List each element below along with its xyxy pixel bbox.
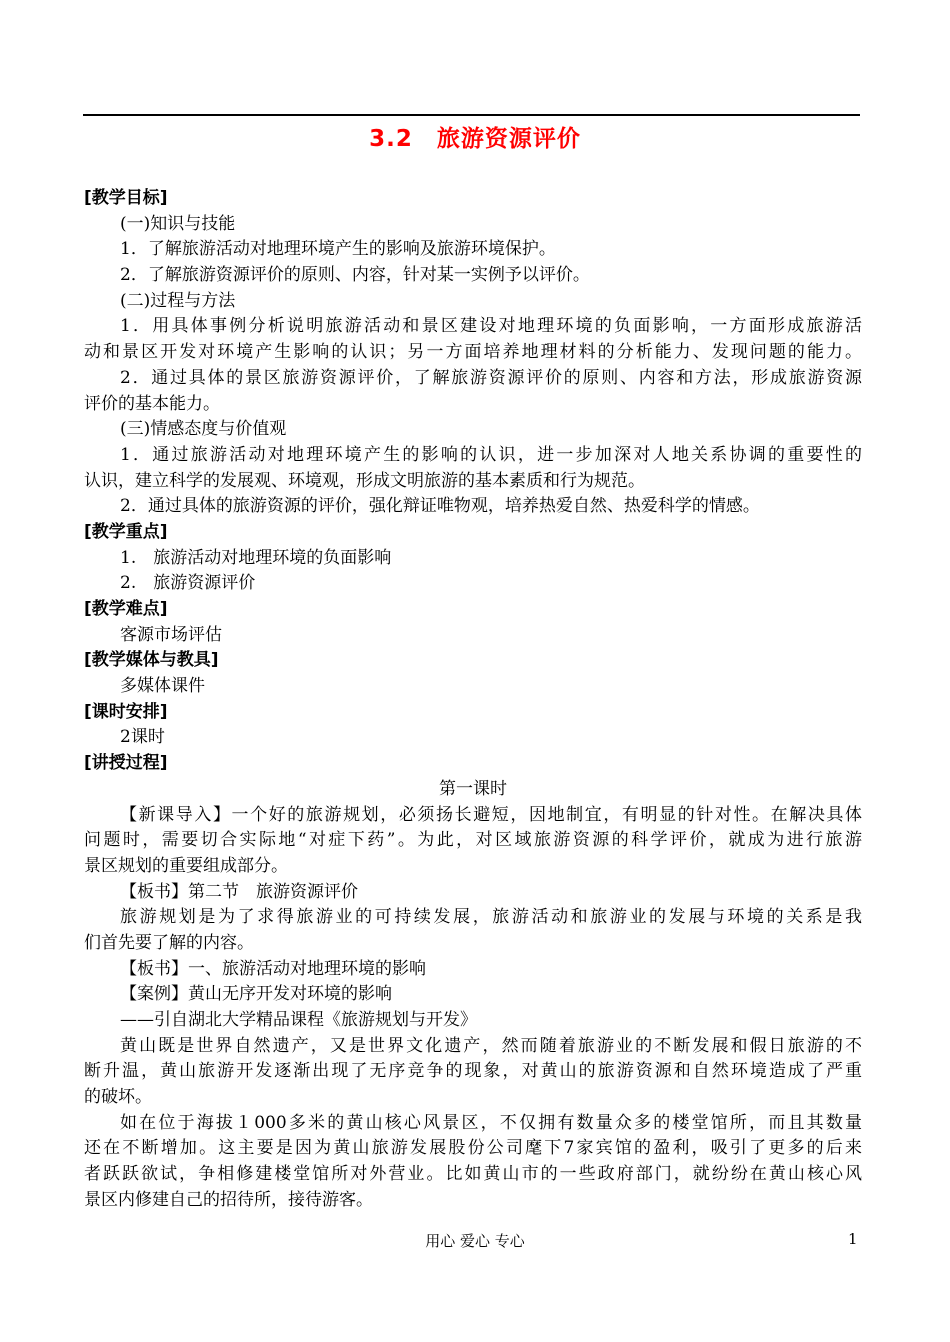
text-line: (二)过程与方法 (120, 290, 236, 311)
footer-text: 用心 爱心 专心 (425, 1232, 525, 1250)
text-line: 2．了解旅游资源评价的原则、内容，针对某一实例予以评价。 (120, 265, 590, 286)
text-line: 断升温，黄山旅游开发逐渐出现了无序竞争的现象，对黄山的旅游资源和自然环境造成了严重 (84, 1061, 862, 1082)
text-line: (三)情感态度与价值观 (120, 419, 287, 440)
section-heading: [教学媒体与教具] (84, 650, 219, 671)
text-line: 【新课导入】一个好的旅游规划，必须扬长避短，因地制宜，有明显的针对性。在解决具体 (120, 804, 862, 825)
page-number: 1 (848, 1230, 858, 1248)
text-line: 客源市场评估 (120, 624, 222, 645)
text-line: 2．通过具体的旅游资源的评价，强化辩证唯物观，培养热爱自然、热爱科学的情感。 (120, 496, 760, 517)
section-heading: [课时安排] (84, 701, 168, 722)
text-line: (一)知识与技能 (120, 213, 236, 234)
text-line: ——引自湖北大学精品课程《旅游规划与开发》 (120, 1010, 477, 1030)
text-line: 【板书】第二节 旅游资源评价 (120, 881, 358, 902)
section-heading: [教学目标] (84, 188, 168, 208)
header-rule (83, 114, 860, 116)
text-line: 1．通过旅游活动对地理环境产生的影响的认识，进一步加深对人地关系协调的重要性的 (120, 444, 862, 465)
document-body (84, 186, 862, 1214)
text-line: 者跃跃欲试，争相修建楼堂馆所对外营业。比如黄山市的一些政府部门，就纷纷在黄山核心风 (84, 1164, 862, 1185)
section-heading: [教学难点] (84, 599, 168, 619)
text-line: 认识，建立科学的发展观、环境观，形成文明旅游的基本素质和行为规范。 (84, 470, 645, 491)
text-line: 景区内修建自己的招待所，接待游客。 (84, 1189, 373, 1210)
text-line: 【案例】黄山无序开发对环境的影响 (120, 984, 392, 1005)
text-line: 黄山既是世界自然遗产，又是世界文化遗产，然而随着旅游业的不断发展和假日旅游的不 (120, 1035, 862, 1056)
text-line: 1. 旅游活动对地理环境的负面影响 (120, 547, 392, 568)
text-line: 旅游规划是为了求得旅游业的可持续发展，旅游活动和旅游业的发展与环境的关系是我 (120, 907, 862, 928)
text-line: 多媒体课件 (120, 676, 205, 697)
text-line: 2．通过具体的景区旅游资源评价，了解旅游资源评价的原则、内容和方法，形成旅游资源 (120, 367, 862, 388)
text-line: 的破坏。 (84, 1087, 152, 1108)
text-line: 们首先要了解的内容。 (84, 932, 254, 953)
text-line: 如在位于海拔１000多米的黄山核心风景区，不仅拥有数量众多的楼堂馆所，而且其数量 (120, 1112, 862, 1133)
text-line: 1．用具体事例分析说明旅游活动和景区建设对地理环境的负面影响，一方面形成旅游活 (120, 316, 862, 337)
text-line: 第一课时 (439, 778, 507, 799)
section-heading: [讲授过程] (84, 753, 168, 774)
section-heading: [教学重点] (84, 521, 168, 542)
text-line: 【板书】一、旅游活动对地理环境的影响 (120, 958, 426, 979)
page-title: 3.2 旅游资源评价 (369, 126, 581, 152)
text-line: 2课时 (120, 727, 165, 748)
text-line: 动和景区开发对环境产生影响的认识；另一方面培养地理材料的分析能力、发现问题的能力。 (84, 342, 862, 363)
text-line: 2. 旅游资源评价 (120, 573, 256, 594)
text-line: 问题时，需要切合实际地“对症下药”。为此，对区域旅游资源的科学评价，就成为进行旅游 (84, 830, 862, 851)
text-line: 还在不断增加。这主要是因为黄山旅游发展股份公司麾下7家宾馆的盈利，吸引了更多的后来 (84, 1138, 862, 1159)
text-line: 评价的基本能力。 (84, 393, 220, 414)
text-line: 1．了解旅游活动对地理环境产生的影响及旅游环境保护。 (120, 239, 556, 260)
text-line: 景区规划的重要组成部分。 (84, 855, 288, 876)
